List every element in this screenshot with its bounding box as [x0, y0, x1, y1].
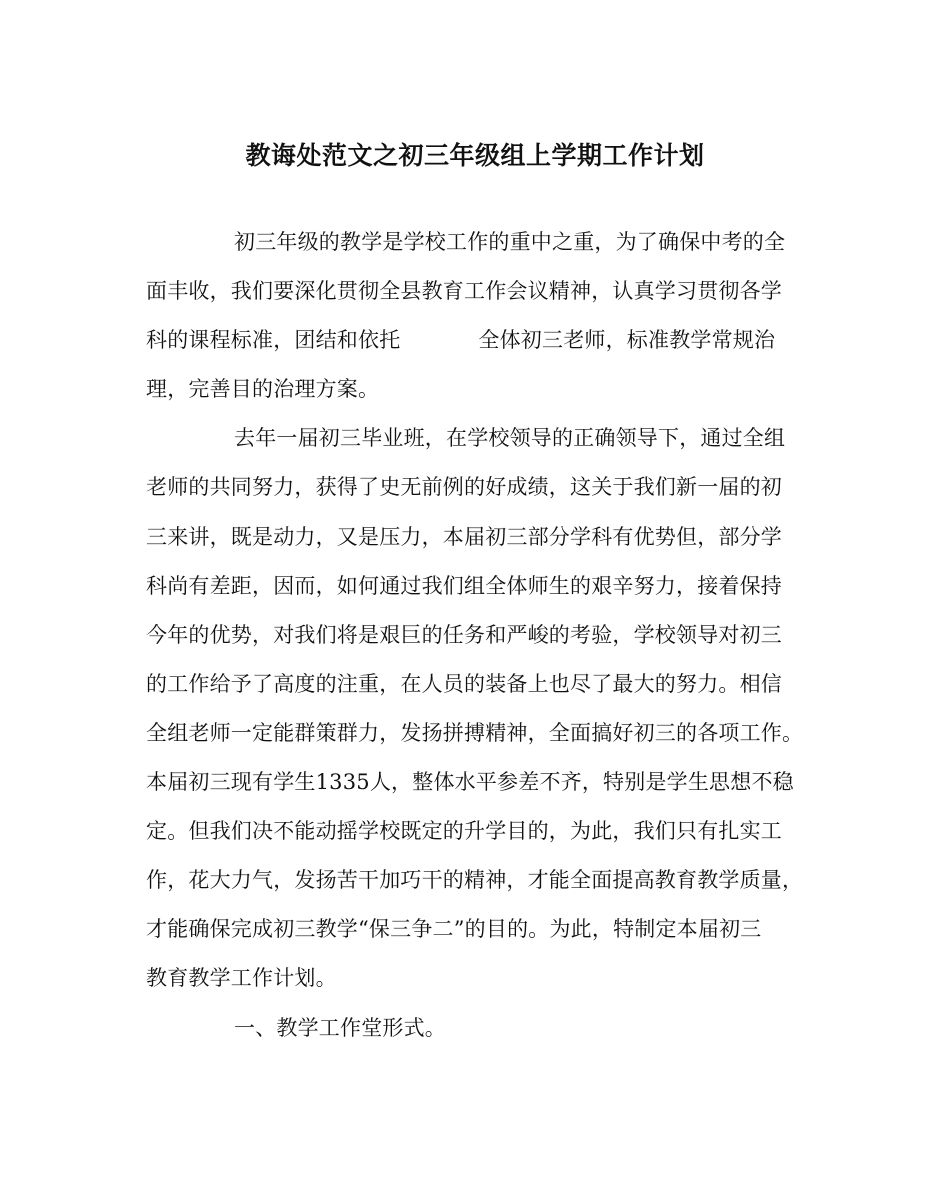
paragraph-line: 今年的优势，对我们将是艰巨的任务和严峻的考验，学校领导对初三: [146, 622, 782, 647]
paragraph-line: 本届初三现有学生1335人，整体水平参差不齐，特别是学生思想不稳: [146, 770, 794, 795]
paragraph-line: 作，花大力气，发扬苦干加巧干的精神，才能全面提高教育教学质量，: [146, 868, 804, 893]
paragraph-line: 才能确保完成初三教学“保三争二”的目的。为此，特制定本届初三: [146, 917, 762, 942]
paragraph-background: [146, 414, 810, 1003]
paragraph-line: [146, 316, 810, 365]
paragraph-intro: [146, 218, 810, 414]
paragraph-line: 去年一届初三毕业班，在学校领导的正确领导下，通过全组: [234, 426, 786, 451]
section-heading: 一、教学工作堂形式。: [234, 1015, 446, 1040]
paragraph-line: 理，完善目的治理方案。: [146, 377, 380, 402]
paragraph-line: 科尚有差距，因而，如何通过我们组全体师生的艰辛努力，接着保持: [146, 573, 782, 598]
paragraph-line: 的工作给予了高度的注重，在人员的装备上也尽了最大的努力。相信: [146, 671, 782, 696]
paragraph-line: 老师的共同努力，获得了史无前例的好成绩，这关于我们新一届的初: [146, 475, 782, 500]
document-body: [146, 218, 810, 1053]
paragraph-line: 教育教学工作计划。: [146, 966, 337, 991]
paragraph-line: 三来讲，既是动力，又是压力，本届初三部分学科有优势但，部分学: [146, 524, 782, 549]
document-title: 教诲处范文之初三年级组上学期工作计划: [245, 141, 705, 170]
paragraph-line: 全组老师一定能群策群力，发扬拼搏精神，全面搞好初三的各项工作。: [146, 720, 804, 745]
paragraph-line: 面丰收，我们要深化贯彻全县教育工作会议精神，认真学习贯彻各学: [146, 279, 782, 304]
paragraph-line: 定。但我们决不能动摇学校既定的升学目的，为此，我们只有扎实工: [146, 819, 782, 844]
paragraph-line-part: 科的课程标准，团结和依托: [146, 328, 401, 353]
paragraph-line-part: 全体初三老师，标准教学常规治: [478, 328, 776, 353]
paragraph-line: 初三年级的教学是学校工作的重中之重，为了确保中考的全: [234, 230, 786, 254]
